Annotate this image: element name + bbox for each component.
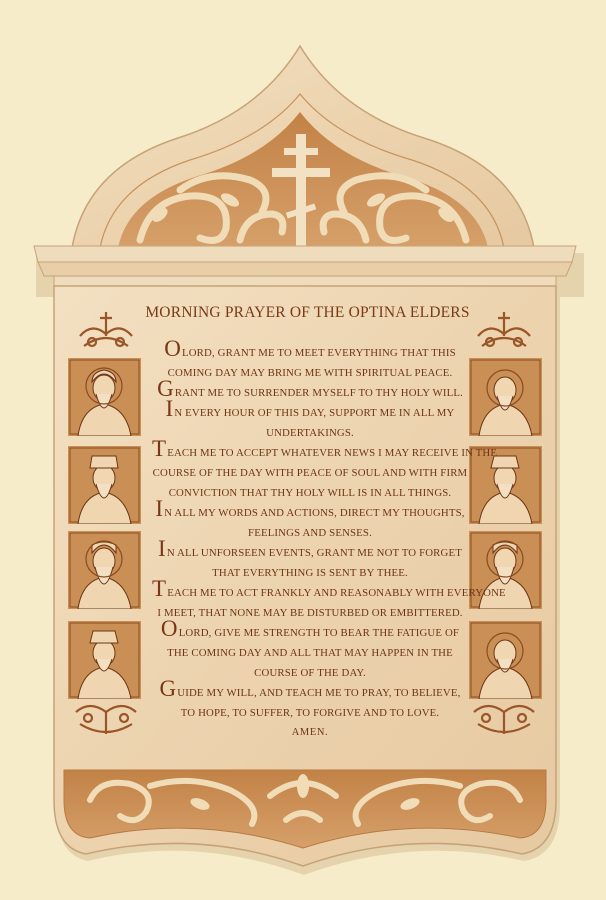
prayer-paragraph xyxy=(152,376,468,403)
prayer-line: THAT EVERYTHING IS SENT BY THEE. xyxy=(212,567,408,579)
prayer-line: CONVICTION THAT THY HOLY WILL IS IN ALL THINGS. xyxy=(168,487,452,499)
prayer-line: COMING DAY MAY BRING ME WITH SPIRITUAL PEACE. xyxy=(167,367,453,379)
prayer-line: COURSE OF THE DAY. xyxy=(254,667,366,679)
prayer-paragraph xyxy=(152,676,468,743)
prayer-paragraph xyxy=(152,536,468,583)
amen-line: AMEN. xyxy=(291,727,329,738)
saint-portrait-icon xyxy=(68,531,141,609)
prayer-line: FEELINGS AND SENSES. xyxy=(248,527,372,539)
saint-portrait-icon xyxy=(469,621,542,699)
prayer-paragraph xyxy=(152,616,468,683)
drop-cap: I xyxy=(155,496,164,521)
drop-cap: O xyxy=(164,336,181,361)
prayer-line: N EVERY HOUR OF THIS DAY, SUPPORT ME IN ALL MY xyxy=(174,407,455,419)
prayer-paragraph xyxy=(152,496,468,543)
prayer-line: UIDE MY WILL, AND TEACH ME TO PRAY, TO BELIEVE, xyxy=(177,687,461,699)
prayer-line: THE COMING DAY AND ALL THAT MAY HAPPEN IN THE xyxy=(167,647,453,659)
prayer-paragraph xyxy=(152,336,468,383)
prayer-text xyxy=(152,336,506,743)
drop-cap: G xyxy=(157,376,174,401)
drop-cap: G xyxy=(159,676,177,701)
prayer-line: TO HOPE, TO SUFFER, TO FORGIVE AND TO LOVE. xyxy=(180,707,440,719)
prayer-line: EACH ME TO ACCEPT WHATEVER NEWS I MAY RECEIVE IN THE xyxy=(167,447,498,459)
drop-cap: O xyxy=(160,616,178,641)
prayer-paragraph xyxy=(152,396,468,443)
prayer-line: LORD, GIVE ME STRENGTH TO BEAR THE FATIGUE OF xyxy=(178,627,460,639)
prayer-line: LORD, GRANT ME TO MEET EVERYTHING THAT THIS xyxy=(181,347,456,359)
prayer-paragraph xyxy=(152,576,506,623)
saint-portrait-icon xyxy=(68,621,141,699)
prayer-line: COURSE OF THE DAY WITH PEACE OF SOUL AND WITH FIRM xyxy=(152,467,468,479)
saint-portrait-icon xyxy=(469,358,542,436)
prayer-line: N ALL MY WORDS AND ACTIONS, DIRECT MY THOUGHTS, xyxy=(164,507,465,519)
drop-cap: I xyxy=(158,536,166,561)
prayer-line: N ALL UNFORSEEN EVENTS, GRANT ME NOT TO FORGET xyxy=(166,547,462,559)
prayer-line: I MEET, THAT NONE MAY BE DISTURBED OR EMBITTERED. xyxy=(157,607,463,619)
prayer-line: EACH ME TO ACT FRANKLY AND REASONABLY WITH EVERYONE xyxy=(167,587,506,599)
saint-portrait-icon xyxy=(68,358,141,436)
prayer-title: MORNING PRAYER OF THE OPTINA ELDERS xyxy=(145,304,470,321)
drop-cap: I xyxy=(165,396,174,421)
prayer-line: UNDERTAKINGS. xyxy=(266,427,354,439)
drop-cap: T xyxy=(152,576,167,601)
prayer-paragraph xyxy=(152,436,498,503)
saint-portrait-icon xyxy=(68,446,141,524)
drop-cap: T xyxy=(152,436,167,461)
prayer-line: RANT ME TO SURRENDER MYSELF TO THY HOLY WILL. xyxy=(174,387,463,399)
